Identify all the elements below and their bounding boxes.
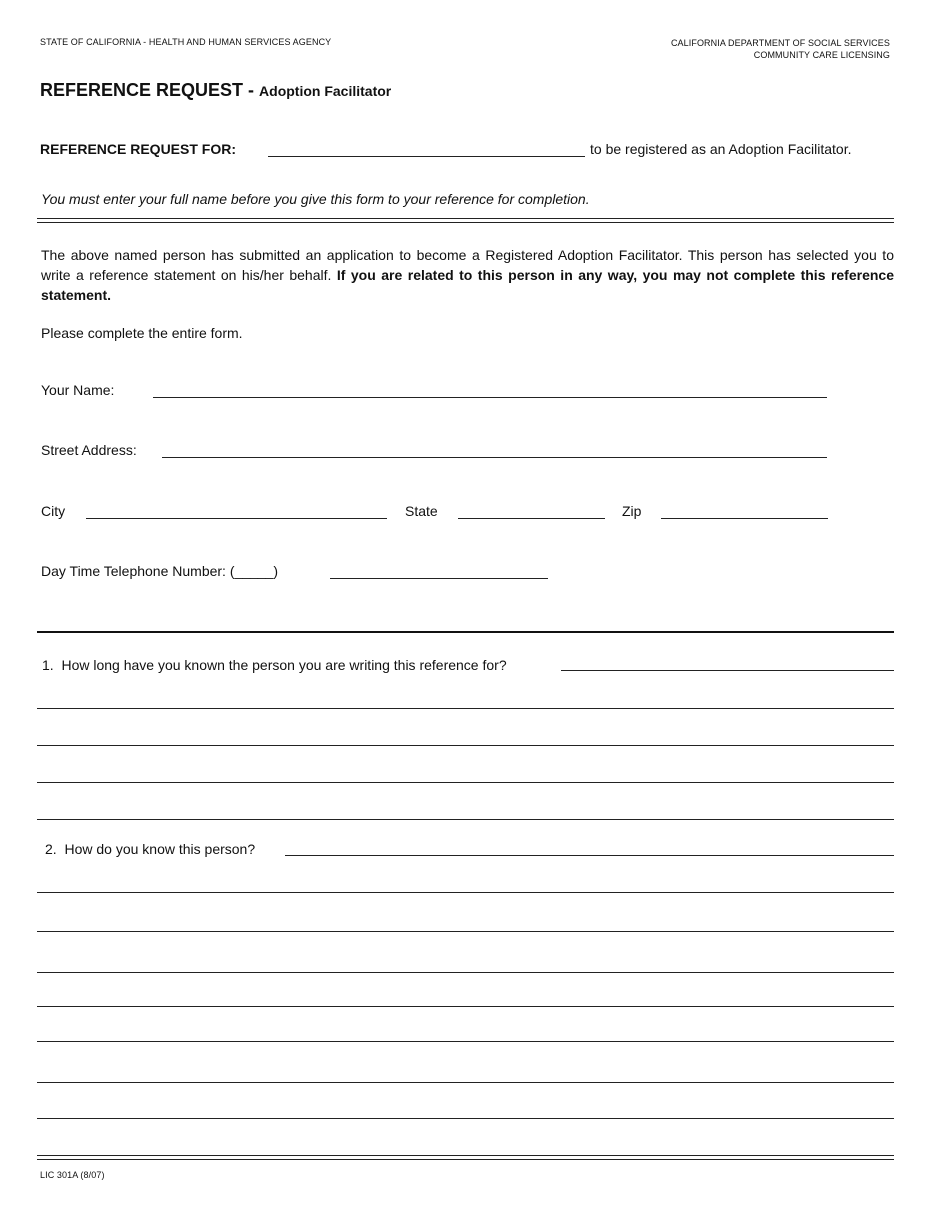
intro-paragraph bbox=[41, 245, 894, 305]
question-2-text: How do you know this person? bbox=[64, 841, 256, 857]
agency-name: STATE OF CALIFORNIA - HEALTH AND HUMAN SERVICES AGENCY bbox=[40, 37, 332, 47]
question-1-text: How long have you known the person you are writing this reference for? bbox=[61, 657, 507, 673]
request-for-suffix: to be registered as an Adoption Facilitator. bbox=[590, 141, 852, 157]
instruction-text: You must enter your full name before you give this form to your reference for completion. bbox=[41, 191, 590, 207]
state-field[interactable] bbox=[458, 518, 605, 519]
divider-bottom-1 bbox=[37, 1155, 894, 1156]
department-line-2: COMMUNITY CARE LICENSING bbox=[753, 50, 890, 60]
answer-1-line-2[interactable] bbox=[37, 708, 894, 709]
complete-note: Please complete the entire form. bbox=[41, 325, 243, 341]
divider-top-1 bbox=[37, 218, 894, 219]
city-label: City bbox=[41, 503, 66, 519]
answer-2-line-2[interactable] bbox=[37, 892, 894, 893]
zip-label: Zip bbox=[622, 503, 642, 519]
city-field[interactable] bbox=[86, 518, 387, 519]
department-line-1: CALIFORNIA DEPARTMENT OF SOCIAL SERVICES bbox=[670, 38, 890, 48]
your-name-label: Your Name: bbox=[41, 382, 115, 398]
answer-1-line-4[interactable] bbox=[37, 782, 894, 783]
title-main: REFERENCE REQUEST - bbox=[40, 80, 260, 100]
intro-text: The above named person has submitted an application to become a Registered Adoption Facilitator. This person has selected you to write a reference statement on his/her behalf. bbox=[41, 247, 894, 283]
intro-warning: If you are related to this person in any way, you may not complete this reference statement. bbox=[41, 267, 894, 303]
answer-2-line-1[interactable] bbox=[285, 855, 894, 856]
question-1-number: 1. bbox=[42, 657, 54, 673]
street-address-label: Street Address: bbox=[41, 442, 137, 458]
answer-2-line-3[interactable] bbox=[37, 931, 894, 932]
state-label: State bbox=[405, 503, 438, 519]
request-for-name-field[interactable] bbox=[268, 156, 585, 157]
section-divider bbox=[37, 631, 894, 633]
answer-2-line-8[interactable] bbox=[37, 1118, 894, 1119]
form-id: LIC 301A (8/07) bbox=[40, 1170, 105, 1180]
request-for-label: REFERENCE REQUEST FOR: bbox=[40, 141, 237, 157]
department-name bbox=[671, 37, 890, 61]
street-address-field[interactable] bbox=[162, 457, 827, 458]
phone-label: Day Time Telephone Number: (_____) bbox=[41, 563, 279, 579]
title-sub: Adoption Facilitator bbox=[259, 83, 392, 99]
answer-1-line-5[interactable] bbox=[37, 819, 894, 820]
divider-top-2 bbox=[37, 222, 894, 223]
answer-1-line-3[interactable] bbox=[37, 745, 894, 746]
answer-2-line-6[interactable] bbox=[37, 1041, 894, 1042]
answer-2-line-5[interactable] bbox=[37, 1006, 894, 1007]
question-2-number: 2. bbox=[45, 841, 57, 857]
question-1 bbox=[42, 657, 507, 673]
answer-2-line-4[interactable] bbox=[37, 972, 894, 973]
phone-number-field[interactable] bbox=[330, 578, 548, 579]
answer-2-line-7[interactable] bbox=[37, 1082, 894, 1083]
answer-1-line-1[interactable] bbox=[561, 670, 894, 671]
question-2 bbox=[45, 841, 255, 857]
page-title bbox=[40, 80, 391, 101]
zip-field[interactable] bbox=[661, 518, 828, 519]
divider-bottom-2 bbox=[37, 1159, 894, 1160]
your-name-field[interactable] bbox=[153, 397, 827, 398]
